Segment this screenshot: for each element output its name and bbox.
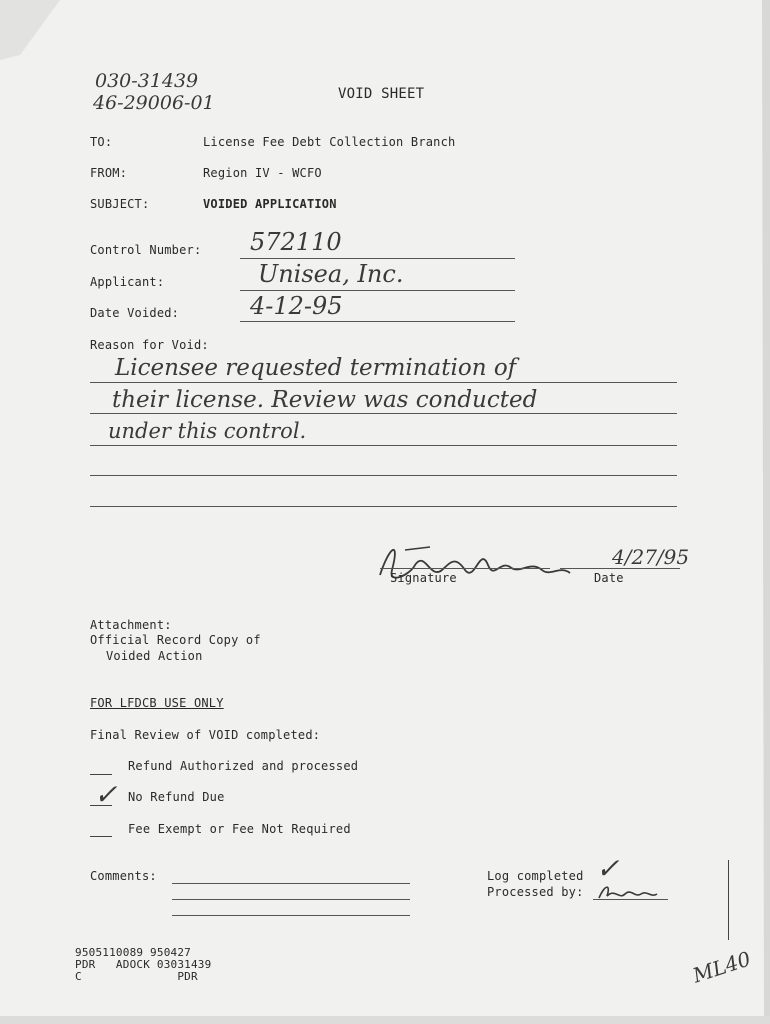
corner-handwritten-note: ML40 — [689, 946, 754, 988]
to-value: License Fee Debt Collection Branch — [203, 135, 456, 149]
log-completed-label: Log completed — [487, 869, 584, 883]
option-3-label: Fee Exempt or Fee Not Required — [128, 822, 351, 836]
reason-rule-4 — [90, 475, 677, 476]
option-3-blank — [90, 836, 112, 837]
page-title: VOID SHEET — [338, 86, 425, 102]
processed-by-label: Processed by: — [487, 885, 584, 899]
subject-label: SUBJECT: — [90, 197, 150, 211]
attachment-line-1: Official Record Copy of — [90, 633, 261, 647]
option-1-label: Refund Authorized and processed — [128, 759, 359, 773]
reason-line-2: their license. Review was conducted — [112, 387, 538, 413]
footer-stamp-line-2: PDR ADOCK 03031439 — [75, 958, 212, 971]
reason-line-1: Licensee requested termination of — [115, 355, 517, 381]
comments-line-3 — [172, 915, 410, 916]
signature-label: Signature — [390, 571, 457, 585]
handwritten-license-number: 46-29006-01 — [93, 92, 215, 114]
comments-line-1 — [172, 883, 410, 884]
footer-stamp-line-1: 9505110089 950427 — [75, 946, 191, 959]
comments-label: Comments: — [90, 869, 157, 883]
to-label: TO: — [90, 135, 113, 149]
reason-rule-2 — [90, 413, 677, 414]
attachment-label: Attachment: — [90, 618, 172, 632]
from-value: Region IV - WCFO — [203, 166, 322, 180]
date-voided-label: Date Voided: — [90, 306, 180, 320]
applicant-label: Applicant: — [90, 275, 165, 289]
date-line — [560, 568, 680, 569]
applicant-underline — [240, 290, 515, 291]
comments-line-2 — [172, 899, 410, 900]
reason-rule-1 — [90, 382, 677, 383]
signature-line — [380, 568, 550, 569]
control-number-underline — [240, 258, 515, 259]
processed-by-line — [593, 899, 668, 900]
reason-rule-3 — [90, 445, 677, 446]
reason-label: Reason for Void: — [90, 338, 209, 352]
lfdcb-heading: FOR LFDCB USE ONLY — [90, 696, 224, 710]
date-label: Date — [594, 571, 624, 585]
applicant-value: Unisea, Inc. — [258, 260, 404, 288]
attachment-line-2: Voided Action — [106, 649, 203, 663]
option-2-label: No Refund Due — [128, 790, 225, 804]
margin-vertical-mark — [728, 860, 729, 940]
final-review-label: Final Review of VOID completed: — [90, 728, 321, 742]
signature-date-value: 4/27/95 — [612, 545, 690, 569]
processed-by-initials — [595, 880, 665, 906]
option-1-blank — [90, 774, 112, 775]
reason-rule-5 — [90, 506, 677, 507]
control-number-value: 572110 — [250, 228, 342, 256]
from-label: FROM: — [90, 166, 128, 180]
reason-line-3: under this control. — [108, 419, 307, 443]
option-2-checkmark: ✓ — [94, 778, 118, 811]
control-number-label: Control Number: — [90, 243, 202, 257]
log-completed-checkmark: ✓ — [596, 852, 620, 885]
handwritten-signature — [370, 535, 580, 595]
date-voided-underline — [240, 321, 515, 322]
subject-value: VOIDED APPLICATION — [203, 197, 337, 211]
footer-stamp-line-3: C PDR — [75, 970, 198, 983]
date-voided-value: 4-12-95 — [250, 292, 343, 320]
handwritten-docket-number: 030-31439 — [95, 70, 199, 92]
